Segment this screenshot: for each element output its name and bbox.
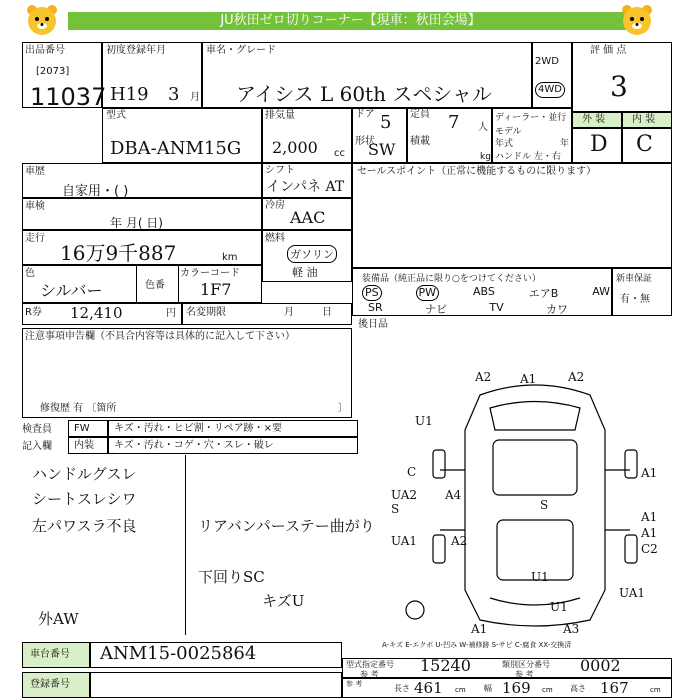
int-label: 内 装 <box>632 114 656 125</box>
nai-label: 内装 <box>74 440 94 451</box>
len-unit: cm <box>455 686 466 694</box>
seats-value: 7 <box>448 112 460 133</box>
diagram-legend: A-キズ E-エクボ U-凹み W-補修跡 S-サビ C-腐食 XX-交換済 <box>382 641 572 649</box>
bear-mascot-icon <box>25 3 59 37</box>
mileage-unit: km <box>222 252 238 263</box>
equip-row-1 <box>362 285 610 301</box>
inspect-value: 年 月( 日) <box>110 216 163 230</box>
equip-sr: SR <box>368 301 383 314</box>
recycle-unit: 円 <box>166 308 176 319</box>
recycle-label: R券 <box>25 307 42 318</box>
model-label: 型式 <box>106 110 126 121</box>
dealer-handle: ハンドル 左・右 <box>495 152 561 162</box>
fuel-label: 燃料 <box>265 233 285 244</box>
mark: C <box>407 465 417 479</box>
newcar-label: 新車保証 <box>616 274 653 284</box>
reg-label: 初度登録年月 <box>106 45 166 56</box>
dealer-label: ディーラー・並行 <box>495 113 567 123</box>
color-label: 色 <box>25 268 35 279</box>
sales-cell <box>352 163 672 268</box>
equip-row-2 <box>368 301 568 317</box>
nai-items: キズ・汚れ・コゲ・穴・スレ・破レ <box>114 440 274 451</box>
color-code-label: カラーコード <box>180 268 240 279</box>
equip-tv: TV <box>489 301 504 314</box>
reg-month: 3 <box>168 84 180 105</box>
notes-label: 注意事項申告欄（不具合内容等は具体的に記入して下さい） <box>25 331 295 342</box>
color-divider <box>178 265 179 303</box>
dim-ref-label: 参 考 <box>346 680 363 688</box>
dealer-year: 年式 <box>495 139 514 149</box>
doors-value: 5 <box>380 112 392 133</box>
history-value: 自家用・( ) <box>62 184 129 199</box>
mark: U1 <box>550 600 568 614</box>
color-divider <box>136 265 137 303</box>
mark: A1 <box>641 526 658 540</box>
fuel-gas: ガソリン <box>287 245 337 263</box>
model-value: DBA-ANM15G <box>110 138 242 159</box>
dealer-year-unit: 年 <box>560 139 570 149</box>
class-label: 類別区分番号 <box>502 660 550 669</box>
load-label: 積載 <box>410 136 430 147</box>
len-label: 長さ <box>394 684 410 693</box>
equip-aw: AW <box>592 285 610 298</box>
color-num-label: 色番 <box>145 280 165 291</box>
lot-label: 出品番号 <box>25 45 65 56</box>
shift-label: シフト <box>265 165 295 176</box>
equip-pw: PW <box>416 285 440 301</box>
reg-month-unit: 月 <box>190 92 200 103</box>
damage-marks <box>391 370 665 636</box>
lot-number: 11037 <box>30 83 107 111</box>
int-value: C <box>636 132 653 157</box>
equip-abs: ABS <box>472 285 495 298</box>
equip-leather: カワ <box>545 303 568 316</box>
header <box>0 0 700 42</box>
header-title: JU秋田ゼロ切りコーナー【現車：秋田会場】 <box>68 12 633 30</box>
mark: UA2 <box>391 488 418 502</box>
shape-value: SW <box>368 140 396 159</box>
vin-label: 車台番号 <box>30 649 70 660</box>
hei-label: 高さ <box>570 684 586 693</box>
remark-5: 下回りSC <box>198 568 265 586</box>
wid-label: 幅 <box>484 684 492 693</box>
inspect-label: 車検 <box>25 201 45 212</box>
class-value: 0002 <box>580 656 621 675</box>
remarks-divider <box>185 455 186 635</box>
check-label-1: 検査員 <box>22 424 52 435</box>
repair-end: 〕 <box>338 403 348 414</box>
vin-value: ANM15-0025864 <box>100 643 257 664</box>
shift-value: インパネ AT <box>266 179 345 195</box>
mark: S <box>391 502 400 516</box>
hei-unit: cm <box>650 686 661 694</box>
ref-label-1: 参 考 <box>360 670 379 679</box>
wid-value: 169 <box>502 679 531 697</box>
mark: A1 <box>641 510 658 524</box>
shape-label: 形状 <box>355 136 375 147</box>
bear-mascot-icon <box>620 3 654 37</box>
after-label: 後日品 <box>358 319 388 330</box>
mark: A4 <box>445 488 462 502</box>
history-label: 車歴 <box>25 166 45 177</box>
drive-2wd: 2WD <box>535 56 559 67</box>
cool-value: AAC <box>290 208 326 227</box>
ext-label: 外 装 <box>582 114 606 125</box>
mark: C2 <box>641 542 658 556</box>
mark: A2 <box>475 370 492 384</box>
seats-label: 定員 <box>410 109 430 120</box>
mileage-value: 16万9千887 <box>60 241 177 265</box>
cool-label: 冷房 <box>265 200 285 211</box>
fuel-diesel: 軽 油 <box>292 266 318 279</box>
mark: A1 <box>520 372 537 386</box>
equip-navi: ナビ <box>425 303 447 316</box>
drive-4wd: 4WD <box>535 82 565 98</box>
mark: UA1 <box>391 534 418 548</box>
history-cell <box>22 163 262 198</box>
recycle-value: 12,410 <box>70 304 123 322</box>
disp-unit: cc <box>334 148 345 159</box>
fw-label: FW <box>74 423 90 434</box>
remark-4: リアバンパーステー曲がり <box>198 517 375 535</box>
mark: A2 <box>568 370 585 384</box>
hei-value: 167 <box>600 679 629 697</box>
mark: A3 <box>563 622 580 636</box>
deadline-label: 名変期限 <box>186 307 226 318</box>
mark: S <box>540 498 549 512</box>
mark: A1 <box>641 466 658 480</box>
reg-era: H19 <box>110 84 149 105</box>
disp-label: 排気量 <box>265 110 295 121</box>
len-value: 461 <box>414 679 443 697</box>
score-value: 3 <box>610 70 628 103</box>
newcar-value: 有・無 <box>620 294 650 305</box>
remark-1: ハンドルグスレ <box>32 465 137 483</box>
equip-airbag: エアB <box>528 287 559 300</box>
remark-3: 左パワスラ不良 <box>32 517 137 535</box>
remark-2: シートスレシワ <box>32 490 137 508</box>
disp-value: 2,000 <box>272 138 318 157</box>
mark: A1 <box>471 622 488 636</box>
wid-unit: cm <box>542 686 553 694</box>
plate-label: 登録番号 <box>30 679 70 690</box>
mark: A2 <box>451 534 468 548</box>
remark-7: 外AW <box>38 610 79 628</box>
mark: U1 <box>415 414 433 428</box>
score-label: 評 価 点 <box>590 45 627 56</box>
car-label: 車名・グレード <box>206 45 276 56</box>
color-value: シルバー <box>40 281 103 300</box>
fw-items: キズ・汚れ・ヒビ割・リペア跡・×要 <box>114 423 282 434</box>
lot-sub: [2073] <box>36 66 70 77</box>
mileage-label: 走行 <box>25 233 45 244</box>
mark: UA1 <box>619 586 646 600</box>
type-value: 15240 <box>420 656 471 675</box>
color-code: 1F7 <box>200 280 232 299</box>
check-label-2: 記入欄 <box>22 441 52 452</box>
load-unit: kg <box>480 152 491 162</box>
car-name: アイシス L 60th スペシャル <box>236 82 492 106</box>
plate-cell <box>90 672 342 698</box>
sales-label: セールスポイント（正常に機能するものに限ります） <box>357 166 597 177</box>
ref-label-2: 参 考 <box>515 670 534 679</box>
type-label: 型式指定番号 <box>346 660 394 669</box>
dealer-model: モデル <box>495 127 522 137</box>
doors-label: ドア <box>355 109 375 120</box>
equip-label: 装備品（純正品に限り○をつけてください） <box>362 274 541 284</box>
seats-unit: 人 <box>478 122 488 133</box>
remark-6: キズU <box>262 592 305 610</box>
deadline-day: 日 <box>322 307 332 318</box>
equip-ps: PS <box>362 285 382 301</box>
deadline-month: 月 <box>284 307 294 318</box>
drive-cell <box>532 42 572 108</box>
repair-label: 修復歴 有 〔箇所 <box>40 403 117 414</box>
ext-value: D <box>590 132 608 157</box>
mark: U1 <box>531 570 549 584</box>
